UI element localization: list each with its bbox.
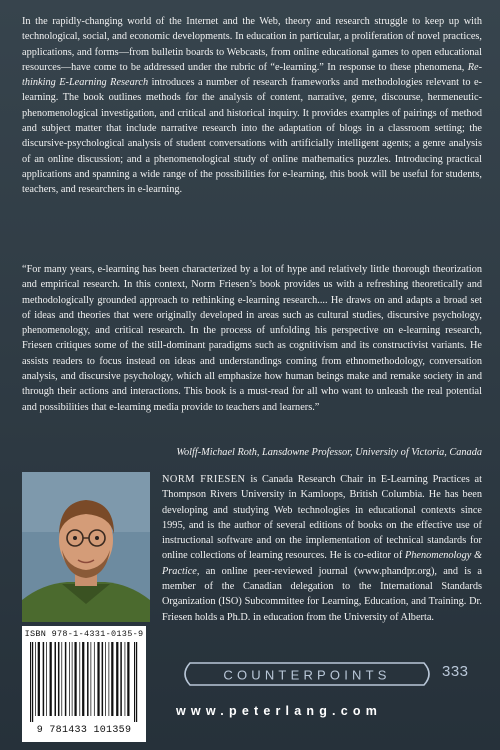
barcode-bar: [102, 642, 104, 716]
book-description: [22, 14, 482, 198]
barcode-bar: [82, 642, 84, 716]
barcode-number: 9 781433 101359: [36, 725, 132, 736]
barcode-bar: [116, 642, 118, 716]
barcode-bar: [125, 642, 126, 716]
description-part2: introduces a number of research frameworks and methodologies relevant to e-learning. The book outlines methods for the analysis of content, narrative, genre, discourse, hermeneutic-phenomenological investigation, and critical and historical inquiry. It provides examples of pairings of method and subject matter that include narrative research into the adaptation of blogs in a classroom setting; the discursive-psychological analysis of student conversations with artificially intelligent agents; a genre analysis of an online discussion; and a phenomenological study of online mathematics puzzles. Introducing practical applications and spanning a wide range of the possibilities for e-learning, this book will be useful for students, teachers, and researchers in e-learning.: [22, 77, 482, 196]
endorsement-attribution: Wolff-Michael Roth, Lansdowne Professor, University of Victoria, Canada: [176, 447, 482, 458]
author-photo: [22, 472, 150, 622]
barcode-guard: [30, 642, 31, 722]
barcode-bar: [94, 642, 95, 716]
barcode-bar: [97, 642, 99, 716]
barcode-bar: [65, 642, 67, 716]
barcode-bar: [61, 642, 62, 716]
barcode-bar: [120, 642, 122, 716]
barcode: [22, 626, 146, 742]
book-title: Re-thinking E-Learning Research: [22, 61, 482, 89]
isbn-label: ISBN 978-1-4331-0135-9: [24, 629, 144, 639]
barcode-bar: [79, 642, 80, 716]
barcode-bars: [30, 642, 138, 722]
author-portrait-image: [22, 472, 150, 622]
barcode-bar: [109, 642, 110, 716]
barcode-bar: [38, 642, 40, 716]
series-logo-frame: [176, 660, 438, 688]
series-number: 333: [442, 663, 469, 680]
barcode-bar: [105, 642, 106, 716]
series-name: COUNTERPOINTS: [223, 667, 391, 683]
barcode-bar: [72, 642, 73, 716]
barcode-bar: [87, 642, 89, 716]
barcode-bar: [46, 642, 47, 716]
endorsement-quote: “For many years, e-learning has been characterized by a lot of hype and relatively little thorough theorization and empirical research. In this context, Norm Friesen’s book provides us with a refreshing theoretically and methodologically grounded approach to rethinking e-learning research.... He draws on and adapts a broad set of ideas and theories that were originally developed in areas such as cultural studies, discursive psychology, phenomenology, and critical research. In the process of unfolding his perspective on e-learning research, Friesen critiques some of the still-dominant paradigms such as cognitivism and its constructivist variants. He assists readers to focus instead on ideas and understandings coming from ethnomethodology, conversation analysis, and discursive psychology, which all emphasize how human beings make and remake society in and through their actions and interactions. This book is a must-read for all who want to unleash the real potential and possibilities that e-learning media provide to teachers and learners.”: [22, 264, 482, 413]
series-logo: [176, 660, 438, 688]
author-name: NORM FRIESEN: [162, 474, 246, 485]
barcode-guard: [134, 642, 135, 722]
barcode-guard: [32, 642, 33, 722]
barcode-bar: [69, 642, 70, 716]
barcode-bar: [91, 642, 92, 716]
description-part1: In the rapidly-changing world of the Internet and the Web, theory and research struggle to keep up with technological, social, and economic developments. In education in particular, a proliferation of novel practices, applications, and forms—from bulletin boards to Webcasts, from online educational games to open educational resources—have come to be addressed under the rubric of “e-learning.” In response to these phenomena,: [22, 16, 482, 73]
barcode-bar: [35, 642, 36, 716]
publisher-website[interactable]: www.peterlang.com: [176, 704, 383, 718]
bio-part2: , an online peer-reviewed journal (www.phandpr.org), and is a member of the Canadian delegation to the International Standards Organization (ISO) Subcommittee for Learning, Education, and Training. Dr. Friesen holds a Ph.D. in education from the University of Alberta.: [162, 565, 482, 623]
barcode-bar: [111, 642, 113, 716]
barcode-bar: [58, 642, 60, 716]
journal-title: Phenomenology & Practice: [162, 550, 482, 577]
barcode-bar: [127, 642, 129, 716]
bio-part1: is Canada Research Chair in E-Learning Practices at Thompson Rivers University in Kamloops, British Columbia. He has been developing and studying Web technologies in educational contexts since 1995, and is the author of several editions of books on the effective use of instructional software and on the implementation of technical standards for online collections of learning resources. He is co-editor of: [162, 474, 482, 562]
barcode-bar: [43, 642, 45, 716]
barcode-guard: [136, 642, 137, 722]
author-bio: [162, 472, 482, 625]
barcode-bar: [55, 642, 57, 716]
barcode-bar: [74, 642, 76, 716]
barcode-bar: [50, 642, 52, 716]
